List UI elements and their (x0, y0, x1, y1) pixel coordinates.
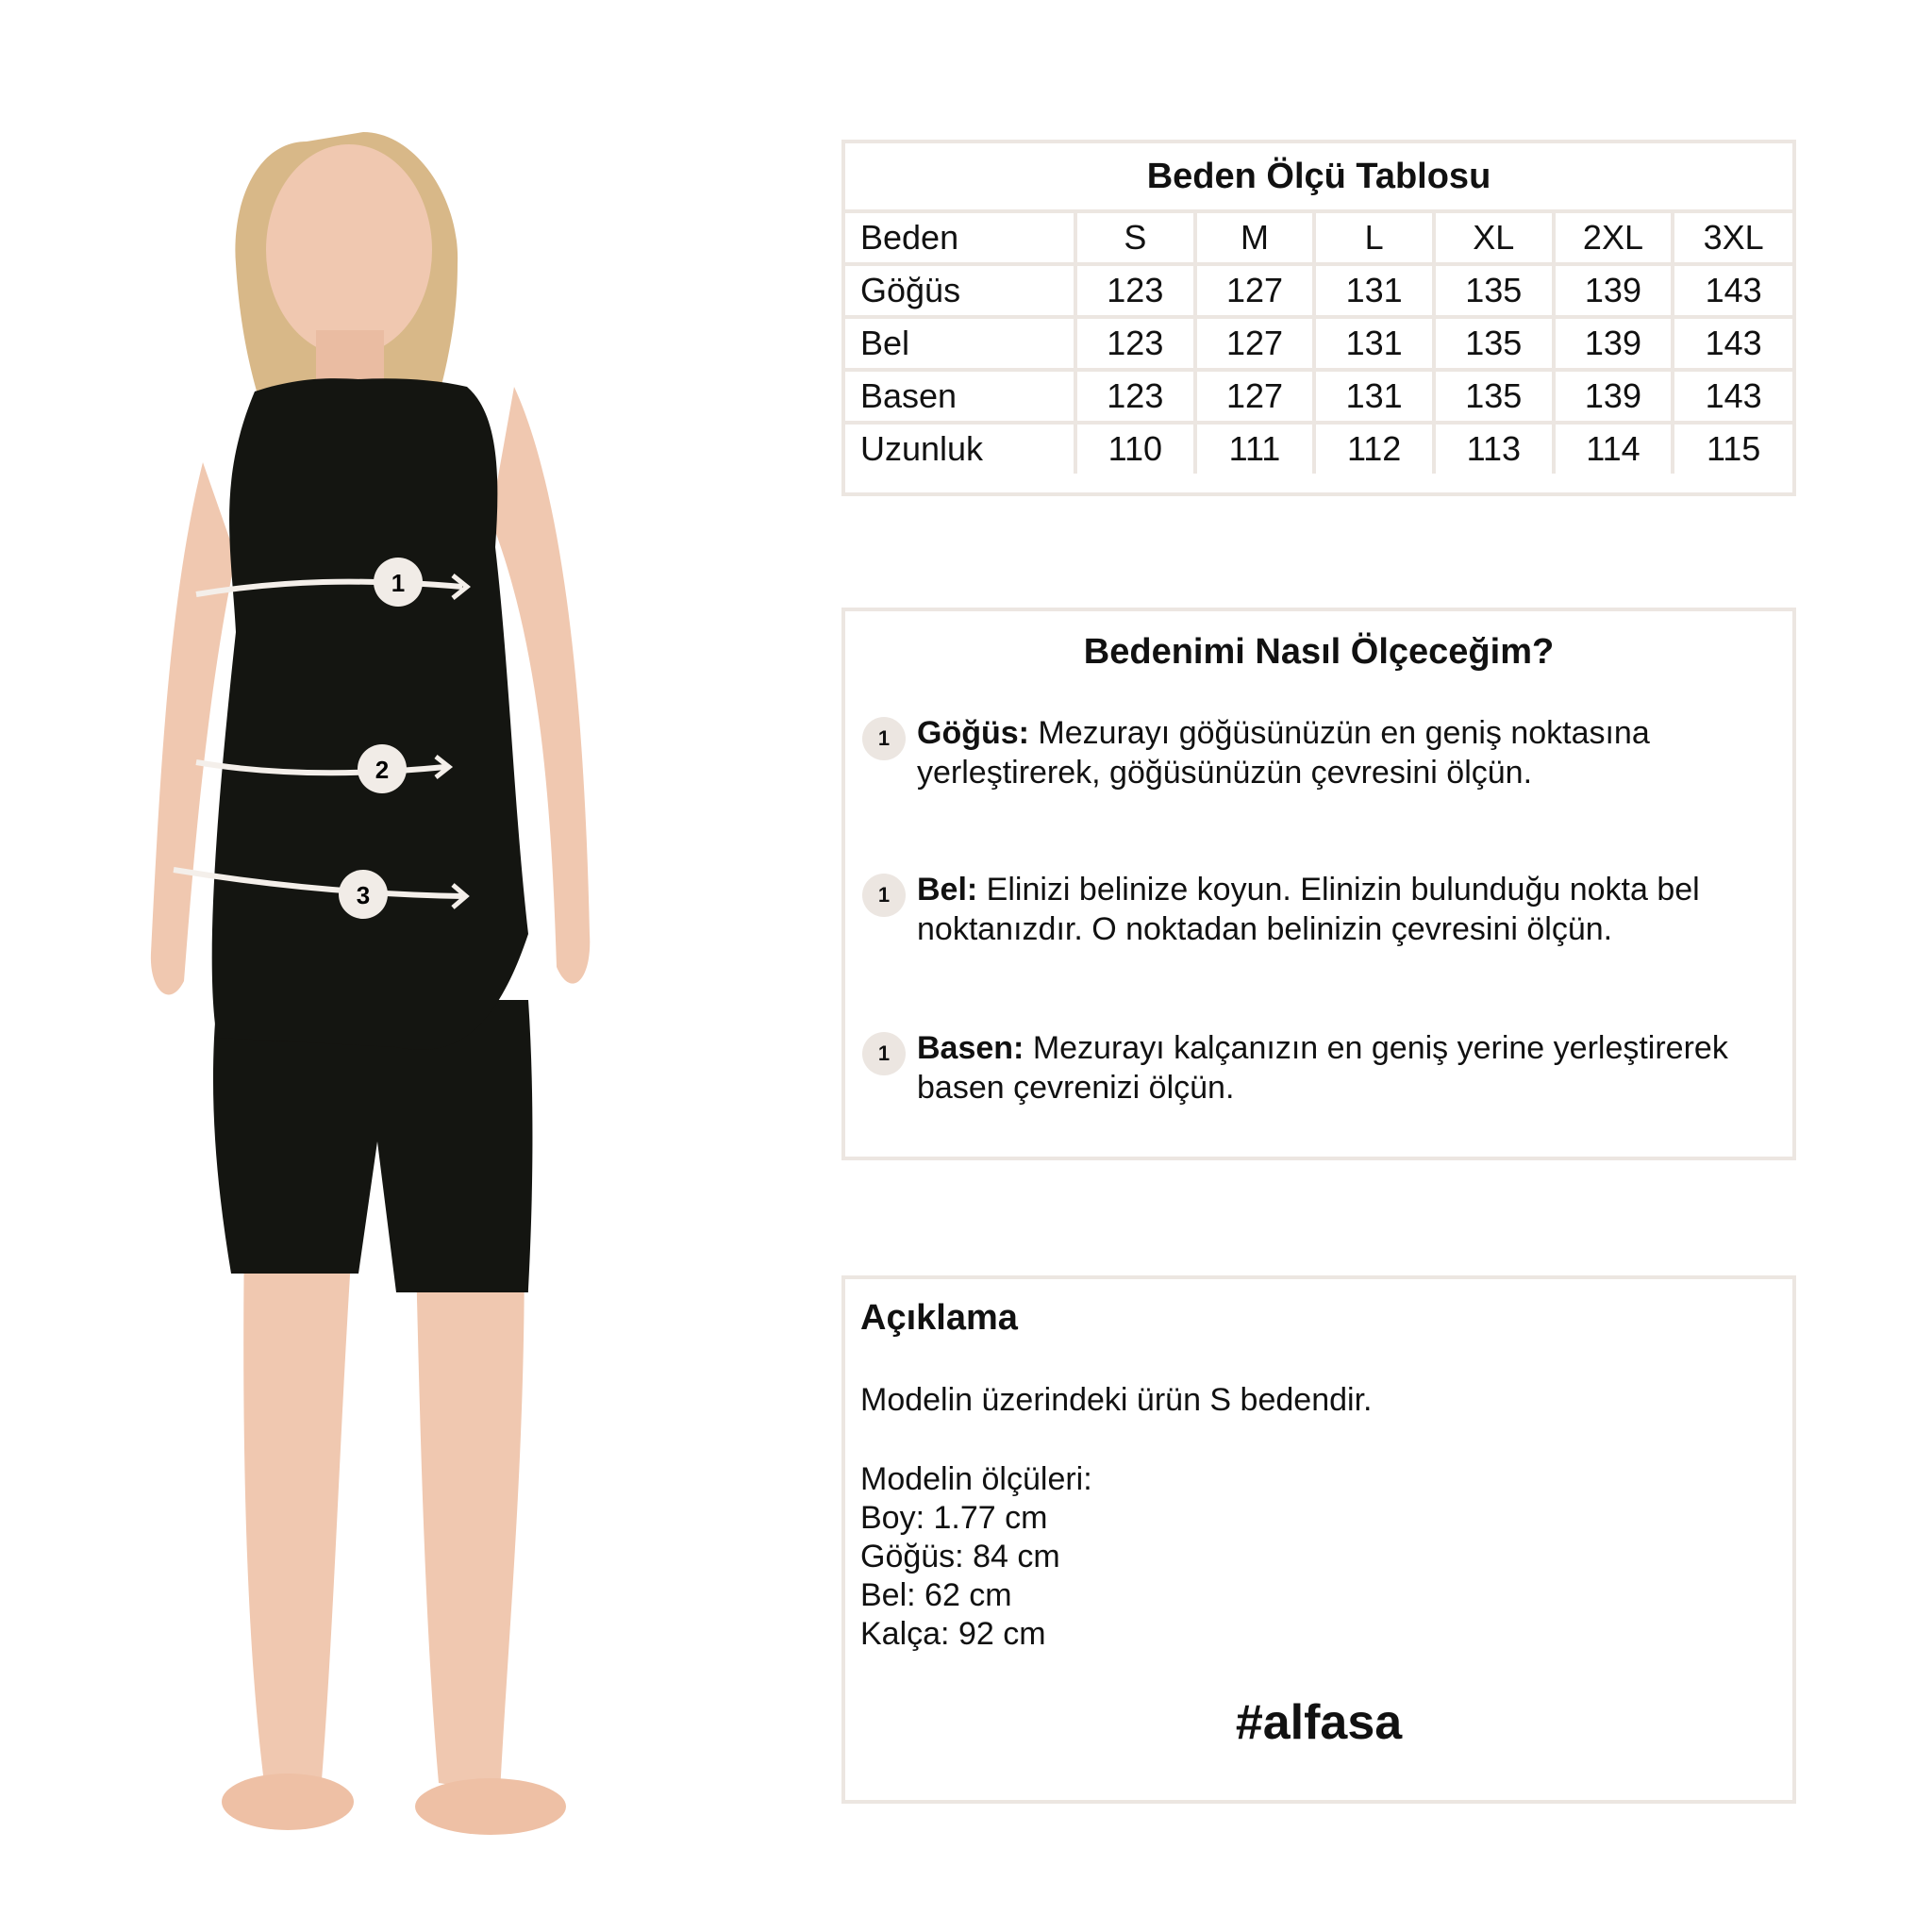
table-cell: 111 (1195, 423, 1315, 474)
step-chest (862, 713, 1749, 792)
hip-marker-label: 3 (356, 881, 371, 909)
step-text-line1: Elinizi belinize koyun. Elinizin bulunduğu nokta bel (977, 872, 1700, 908)
table-cell: 115 (1673, 423, 1792, 474)
header-cell: M (1195, 213, 1315, 264)
step-label: Bel: (917, 872, 978, 908)
table-row (845, 317, 1792, 370)
table-cell: 123 (1075, 317, 1195, 370)
table-cell: 135 (1434, 317, 1554, 370)
waist-marker-label: 2 (375, 756, 390, 784)
table-cell: 139 (1554, 264, 1674, 317)
step-label: Basen: (917, 1030, 1024, 1066)
step-number-badge: 1 (862, 1032, 906, 1075)
step-text (917, 713, 1749, 792)
step-label: Göğüs: (917, 715, 1029, 751)
chest-measurement: Göğüs: 84 cm (860, 1539, 1060, 1574)
table-cell: 143 (1673, 264, 1792, 317)
step-text-line1: Mezurayı kalçanızın en geniş yerine yerleştirerek (1024, 1030, 1728, 1066)
header-cell: XL (1434, 213, 1554, 264)
step-text (917, 870, 1749, 949)
table-cell: 123 (1075, 264, 1195, 317)
step-waist (862, 870, 1749, 949)
table-cell: 127 (1195, 370, 1315, 423)
table-cell: 114 (1554, 423, 1674, 474)
waist-measurement: Bel: 62 cm (860, 1577, 1012, 1613)
row-label: Uzunluk (845, 423, 1075, 474)
model-figure (113, 104, 641, 1877)
table-cell: 123 (1075, 370, 1195, 423)
height-measurement: Boy: 1.77 cm (860, 1500, 1048, 1536)
table-cell: 139 (1554, 317, 1674, 370)
table-cell: 143 (1673, 370, 1792, 423)
table-cell: 139 (1554, 370, 1674, 423)
table-cell: 131 (1314, 317, 1434, 370)
table-cell: 131 (1314, 370, 1434, 423)
face-shape (266, 144, 432, 356)
how-to-measure-title: Bedenimi Nasıl Ölçeceğim? (1083, 632, 1555, 672)
table-row (845, 370, 1792, 423)
table-cell: 143 (1673, 317, 1792, 370)
table-cell: 127 (1195, 264, 1315, 317)
header-cell: 3XL (1673, 213, 1792, 264)
size-header-row (845, 213, 1792, 264)
table-cell: 110 (1075, 423, 1195, 474)
step-number-badge: 1 (862, 874, 906, 917)
top-shape (212, 378, 528, 1050)
model-illustration (113, 104, 641, 1877)
row-label: Basen (845, 370, 1075, 423)
product-size-text: Modelin üzerindeki ürün S bedendir. (860, 1382, 1373, 1418)
row-label: Göğüs (845, 264, 1075, 317)
how-to-measure-panel (841, 608, 1796, 1160)
chest-marker-label: 1 (391, 569, 406, 597)
measurements-heading: Modelin ölçüleri: (860, 1461, 1092, 1497)
right-foot (415, 1778, 566, 1835)
table-cell: 135 (1434, 264, 1554, 317)
size-table-panel (841, 140, 1796, 496)
size-table (845, 213, 1792, 474)
description-title: Açıklama (860, 1298, 1018, 1338)
step-text-line2: noktanızdır. O noktadan belinizin çevresini ölçün. (917, 911, 1613, 947)
header-cell: Beden (845, 213, 1075, 264)
left-foot (222, 1774, 354, 1830)
step-text-line2: basen çevrenizi ölçün. (917, 1070, 1235, 1106)
row-label: Bel (845, 317, 1075, 370)
table-cell: 135 (1434, 370, 1554, 423)
table-row (845, 264, 1792, 317)
table-cell: 127 (1195, 317, 1315, 370)
header-cell: S (1075, 213, 1195, 264)
hip-measurement: Kalça: 92 cm (860, 1616, 1046, 1652)
step-text-line2: yerleştirerek, göğüsünüzün çevresini ölçün. (917, 755, 1533, 791)
table-row (845, 423, 1792, 474)
header-cell: 2XL (1554, 213, 1674, 264)
step-text-line1: Mezurayı göğüsünüzün en geniş noktasına (1028, 715, 1650, 751)
description-panel (841, 1275, 1796, 1804)
step-number-badge: 1 (862, 717, 906, 760)
step-text (917, 1028, 1749, 1108)
table-cell: 112 (1314, 423, 1434, 474)
step-hip (862, 1028, 1749, 1108)
header-cell: L (1314, 213, 1434, 264)
table-cell: 131 (1314, 264, 1434, 317)
size-table-title: Beden Ölçü Tablosu (845, 143, 1792, 213)
brand-hashtag: #alfasa (1235, 1695, 1403, 1750)
table-cell: 113 (1434, 423, 1554, 474)
